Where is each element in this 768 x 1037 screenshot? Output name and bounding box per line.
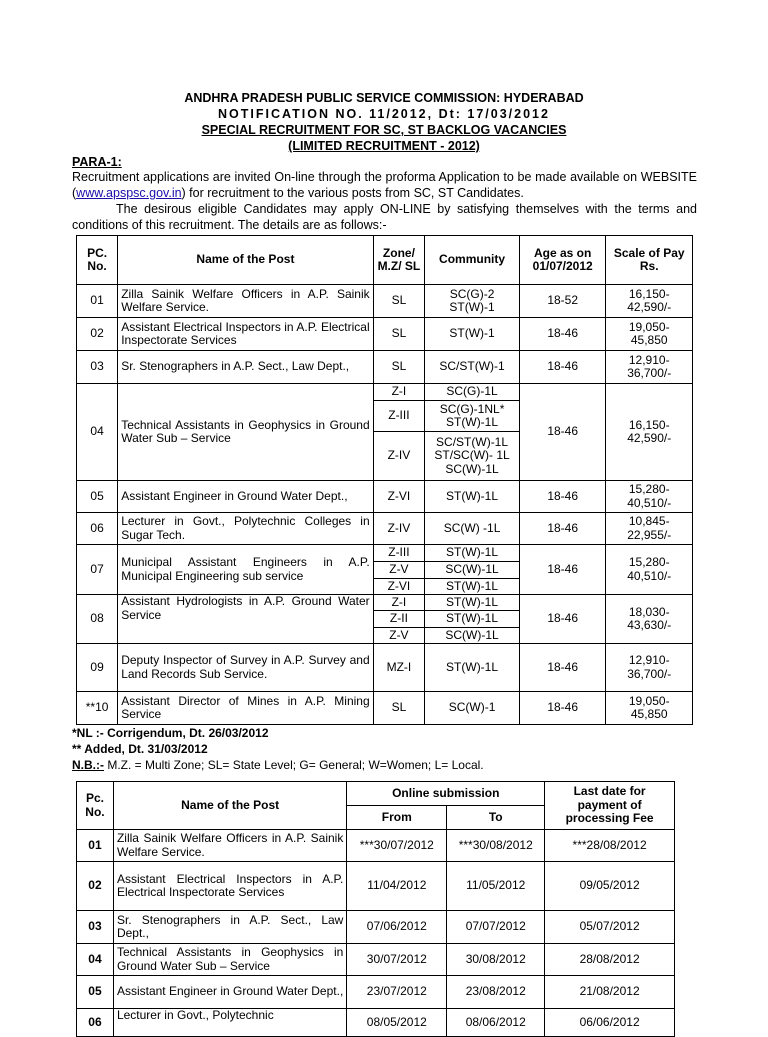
pc-no: 05 xyxy=(77,976,114,1009)
post-name: Assistant Electrical Inspectors in A.P. Electrical Inspectorate Services xyxy=(118,318,373,351)
post-name: Technical Assistants in Geophysics in Ground Water Sub – Service xyxy=(118,384,373,481)
from-date: 11/04/2012 xyxy=(347,862,447,911)
recruitment-title: SPECIAL RECRUITMENT FOR SC, ST BACKLOG VACANCIES xyxy=(201,123,567,137)
pay-scale: 19,050- 45,850 xyxy=(606,692,693,725)
pay-scale: 12,910- 36,700/- xyxy=(606,351,693,384)
age: 18-46 xyxy=(519,351,606,384)
para-2-text: The desirous eligible Candidates may apply ON-LINE by satisfying themselves with the terms and conditions of this recruitment. The details are as follows:- xyxy=(72,202,697,232)
post-name: Lecturer in Govt., Polytechnic Colleges in Sugar Tech. xyxy=(118,513,373,545)
zone: SL xyxy=(373,285,425,318)
pay-scale: 10,845- 22,955/- xyxy=(606,513,693,545)
table-row xyxy=(77,862,675,911)
table-row xyxy=(77,976,675,1009)
zone: Z-IV xyxy=(373,513,425,545)
pc-no: 04 xyxy=(77,944,114,976)
website-link[interactable]: www.apspsc.gov.in xyxy=(76,186,182,200)
post-name: Zilla Sainik Welfare Officers in A.P. Sainik Welfare Service. xyxy=(118,285,373,318)
last-date: 21/08/2012 xyxy=(545,976,675,1009)
last-date: 06/06/2012 xyxy=(545,1009,675,1037)
age: 18-52 xyxy=(519,285,606,318)
age: 18-46 xyxy=(519,545,606,595)
from-date: ***30/07/2012 xyxy=(347,830,447,862)
col-age: Age as on 01/07/2012 xyxy=(519,236,606,285)
pay-scale: 15,280- 40,510/- xyxy=(606,545,693,595)
pay-scale: 18,030- 43,630/- xyxy=(606,595,693,644)
corrigendum-note: *NL :- Corrigendum, Dt. 26/03/2012 xyxy=(72,726,269,740)
schedule-table xyxy=(76,781,675,1037)
col-zone: Zone/ M.Z/ SL xyxy=(373,236,425,285)
to-date: 30/08/2012 xyxy=(447,944,545,976)
pc-no: 02 xyxy=(77,318,118,351)
pay-scale: 16,150- 42,590/- xyxy=(606,384,693,481)
post-name: Lecturer in Govt., Polytechnic xyxy=(113,1009,346,1037)
to-date: 11/05/2012 xyxy=(447,862,545,911)
last-date: 05/07/2012 xyxy=(545,911,675,944)
col-community: Community xyxy=(425,236,520,285)
table-row xyxy=(77,318,693,351)
nb-note xyxy=(72,758,484,773)
table-row xyxy=(77,692,693,725)
post-name: Assistant Hydrologists in A.P. Ground Water Service xyxy=(118,595,373,644)
post-name: Assistant Engineer in Ground Water Dept., xyxy=(118,481,373,513)
schedule-table-header xyxy=(77,782,675,806)
para-1-text xyxy=(72,169,697,201)
col-to: To xyxy=(447,806,545,830)
table-row xyxy=(77,644,693,692)
community: ST(W)-1 xyxy=(425,318,520,351)
last-date: 09/05/2012 xyxy=(545,862,675,911)
posts-table-header xyxy=(77,236,693,285)
pay-scale: 12,910- 36,700/- xyxy=(606,644,693,692)
community: SC/ST(W)-1L ST/SC(W)- 1L SC(W)-1L xyxy=(425,432,520,481)
col-pc-no: PC. No. xyxy=(77,236,118,285)
col-post-name: Name of the Post xyxy=(118,236,373,285)
zone: SL xyxy=(373,318,425,351)
last-date: ***28/08/2012 xyxy=(545,830,675,862)
pc-no: 02 xyxy=(77,862,114,911)
age: 18-46 xyxy=(519,692,606,725)
col-pc-no: Pc. No. xyxy=(77,782,114,830)
to-date: 23/08/2012 xyxy=(447,976,545,1009)
added-note: ** Added, Dt. 31/03/2012 xyxy=(72,742,208,756)
community: ST(W)-1L xyxy=(425,579,520,595)
age: 18-46 xyxy=(519,384,606,481)
table-row xyxy=(77,351,693,384)
pc-no: 05 xyxy=(77,481,118,513)
table-row xyxy=(77,545,693,562)
col-post-name: Name of the Post xyxy=(113,782,346,830)
community: ST(W)-1L xyxy=(425,644,520,692)
pc-no: 01 xyxy=(77,285,118,318)
age: 18-46 xyxy=(519,481,606,513)
col-last-date: Last date for payment of processing Fee xyxy=(545,782,675,830)
from-date: 07/06/2012 xyxy=(347,911,447,944)
col-from: From xyxy=(347,806,447,830)
post-name: Assistant Director of Mines in A.P. Mining Service xyxy=(118,692,373,725)
col-online-submission: Online submission xyxy=(347,782,545,806)
zone: Z-I xyxy=(373,384,425,401)
posts-table xyxy=(76,235,693,725)
community: SC(G)-2 ST(W)-1 xyxy=(425,285,520,318)
pc-no: 07 xyxy=(77,545,118,595)
zone: MZ-I xyxy=(373,644,425,692)
table-row xyxy=(77,944,675,976)
zone: Z-V xyxy=(373,628,425,644)
zone: SL xyxy=(373,692,425,725)
community: ST(W)-1L xyxy=(425,595,520,611)
community: ST(W)-1L xyxy=(425,481,520,513)
post-name: Municipal Assistant Engineers in A.P. Municipal Engineering sub service xyxy=(118,545,373,595)
pc-no: 09 xyxy=(77,644,118,692)
from-date: 30/07/2012 xyxy=(347,944,447,976)
commission-title: ANDHRA PRADESH PUBLIC SERVICE COMMISSION: HYDERABAD xyxy=(184,91,584,105)
para-text-start: Recruitment applications are invited On-line through the proforma Application to be made available on WEBSITE ( xyxy=(72,170,697,200)
post-name: Sr. Stenographers in A.P. Sect., Law Dept., xyxy=(118,351,373,384)
zone: SL xyxy=(373,351,425,384)
age: 18-46 xyxy=(519,644,606,692)
zone: Z-VI xyxy=(373,579,425,595)
last-date: 28/08/2012 xyxy=(545,944,675,976)
zone: Z-I xyxy=(373,595,425,611)
table-row xyxy=(77,1009,675,1037)
post-name: Sr. Stenographers in A.P. Sect., Law Dept., xyxy=(113,911,346,944)
zone: Z-V xyxy=(373,562,425,579)
table-row xyxy=(77,513,693,545)
zone: Z-IV xyxy=(373,432,425,481)
community: SC(W)-1 xyxy=(425,692,520,725)
pc-no: 06 xyxy=(77,1009,114,1037)
pc-no: 04 xyxy=(77,384,118,481)
zone: Z-III xyxy=(373,401,425,432)
community: SC(W)-1L xyxy=(425,628,520,644)
to-date: ***30/08/2012 xyxy=(447,830,545,862)
zone: Z-II xyxy=(373,611,425,628)
pc-no: 03 xyxy=(77,911,114,944)
table-row xyxy=(77,595,693,611)
table-row xyxy=(77,285,693,318)
to-date: 07/07/2012 xyxy=(447,911,545,944)
pay-scale: 15,280- 40,510/- xyxy=(606,481,693,513)
nb-label: N.B.:- xyxy=(72,758,104,772)
pc-no: 06 xyxy=(77,513,118,545)
community: SC(G)-1NL* ST(W)-1L xyxy=(425,401,520,432)
table-row xyxy=(77,481,693,513)
to-date: 08/06/2012 xyxy=(447,1009,545,1037)
table-row xyxy=(77,830,675,862)
pay-scale: 16,150- 42,590/- xyxy=(606,285,693,318)
col-pay-scale: Scale of Pay Rs. xyxy=(606,236,693,285)
nb-text: M.Z. = Multi Zone; SL= State Level; G= General; W=Women; L= Local. xyxy=(104,758,484,772)
recruitment-subtitle: (LIMITED RECRUITMENT - 2012) xyxy=(288,139,480,153)
community: ST(W)-1L xyxy=(425,545,520,562)
para-label: PARA-1: xyxy=(72,155,122,169)
table-row xyxy=(77,911,675,944)
age: 18-46 xyxy=(519,513,606,545)
community: SC/ST(W)-1 xyxy=(425,351,520,384)
from-date: 23/07/2012 xyxy=(347,976,447,1009)
post-name: Assistant Electrical Inspectors in A.P. Electrical Inspectorate Services xyxy=(113,862,346,911)
pc-no: 03 xyxy=(77,351,118,384)
from-date: 08/05/2012 xyxy=(347,1009,447,1037)
pay-scale: 19,050- 45,850 xyxy=(606,318,693,351)
post-name: Deputy Inspector of Survey in A.P. Survey and Land Records Sub Service. xyxy=(118,644,373,692)
community: SC(W)-1L xyxy=(425,562,520,579)
pc-no: 08 xyxy=(77,595,118,644)
table-row xyxy=(77,384,693,401)
community: SC(W) -1L xyxy=(425,513,520,545)
notification-number: NOTIFICATION NO. 11/2012, Dt: 17/03/2012 xyxy=(218,107,550,121)
para-text-end: ) for recruitment to the various posts from SC, ST Candidates. xyxy=(181,186,524,200)
post-name: Zilla Sainik Welfare Officers in A.P. Sainik Welfare Service. xyxy=(113,830,346,862)
zone: Z-VI xyxy=(373,481,425,513)
post-name: Assistant Engineer in Ground Water Dept., xyxy=(113,976,346,1009)
pc-no: 01 xyxy=(77,830,114,862)
age: 18-46 xyxy=(519,318,606,351)
zone: Z-III xyxy=(373,545,425,562)
age: 18-46 xyxy=(519,595,606,644)
post-name: Technical Assistants in Geophysics in Ground Water Sub – Service xyxy=(113,944,346,976)
pc-no: **10 xyxy=(77,692,118,725)
community: ST(W)-1L xyxy=(425,611,520,628)
community: SC(G)-1L xyxy=(425,384,520,401)
